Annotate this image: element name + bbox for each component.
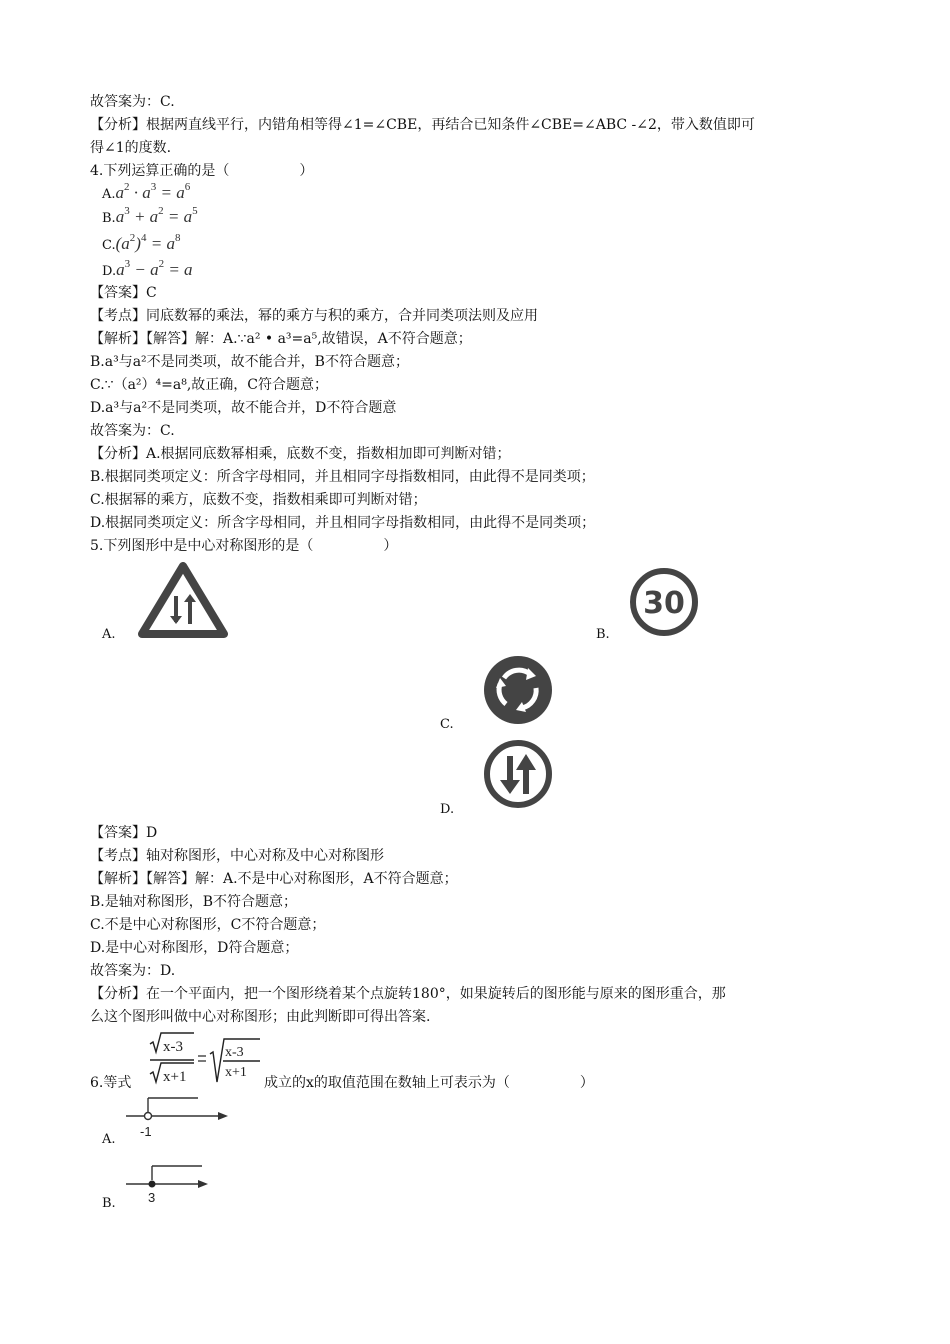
solution-line: D.a³与a²不是同类项，故不能合并，D不符合题意 [90,400,397,416]
q6-label-b: B. [102,1196,116,1211]
svg-text:x-3: x-3 [225,1045,244,1060]
text-line: 得∠1的度数. [90,140,172,156]
svg-text:x+1: x+1 [163,1069,187,1085]
knowledge-point: 【考点】同底数幂的乘法，幂的乘方与积的乘方，合并同类项法则及应用 [90,308,538,324]
solution-line: B.是轴对称图形，B不符合题意； [90,894,298,910]
analysis-line: 么这个图形叫做中心对称图形；由此判断即可得出答案. [90,1009,431,1025]
svg-text:3: 3 [148,1190,156,1205]
svg-text:x+1: x+1 [225,1065,247,1080]
svg-text:30: 30 [643,586,685,621]
solution-line: C.∵（a²）⁴=a⁸,故正确，C符合题意； [90,377,328,393]
warning-triangle-sign [138,562,228,638]
q5-label-a: A. [102,627,116,642]
number-line-a [122,1094,232,1140]
q4-option-d: $D.a^3 - a^2 = a$ [102,258,193,279]
solution-line: 【解析】【解答】解：A.∵a² • a³=a⁵,故错误，A不符合题意； [90,331,472,347]
sqrt-equation [146,1030,264,1088]
two-way-arrows-sign [482,738,554,810]
svg-text:-1: -1 [140,1124,152,1139]
q6-label-a: A. [102,1132,116,1147]
knowledge-point: 【考点】轴对称图形，中心对称及中心对称图形 [90,848,384,864]
solution-line: 故答案为：D. [90,963,176,979]
q4-option-c: $C.(a^2)^4 = a^8$ [102,232,181,253]
answer: 【答案】C [90,285,157,301]
solution-line: 【解析】【解答】解：A.不是中心对称图形，A不符合题意； [90,871,458,887]
number-line-b [122,1160,232,1206]
solution-line: 故答案为：C. [90,423,175,439]
text-line: 故答案为：C. [90,94,175,110]
analysis-line: 【分析】A.根据同底数幂相乘，底数不变，指数相加即可判断对错； [90,446,511,462]
speed-limit-sign [628,566,700,638]
analysis-line: D.根据同类项定义：所含字母相同，并且相同字母指数相同，由此得不是同类项； [90,515,596,531]
analysis-line: 【分析】在一个平面内，把一个图形绕着某个点旋转180°，如果旋转后的图形能与原来的图形重合，那 [90,986,726,1002]
question-5: 5.下列图形中是中心对称图形的是（ ） [90,538,398,554]
q5-label-d: D. [440,802,455,817]
question-6-suffix: 成立的x的取值范围在数轴上可表示为（ ） [264,1075,594,1091]
solution-line: B.a³与a²不是同类项，故不能合并，B不符合题意； [90,354,409,370]
solution-line: C.不是中心对称图形，C不符合题意； [90,917,326,933]
q5-label-c: C. [440,717,454,732]
text-line: 【分析】根据两直线平行，内错角相等得∠1=∠CBE，再结合已知条件∠CBE=∠ABC -∠2，带入数值即可 [90,117,755,133]
q4-option-a: $A.a^2 \cdot a^3 = a^6$ [102,181,191,202]
analysis-line: B.根据同类项定义：所含字母相同，并且相同字母指数相同，由此得不是同类项； [90,469,595,485]
answer: 【答案】D [90,825,158,841]
q5-label-b: B. [596,627,610,642]
solution-line: D.是中心对称图形，D符合题意； [90,940,299,956]
analysis-line: C.根据幂的乘方，底数不变，指数相乘即可判断对错； [90,492,427,508]
svg-text:x-3: x-3 [163,1039,183,1055]
q4-option-b: $B.a^3 + a^2 = a^5$ [102,205,198,226]
question-6-prefix: 6.等式 [90,1075,132,1091]
question-4: 4.下列运算正确的是（ ） [90,163,314,179]
roundabout-sign [482,654,554,726]
